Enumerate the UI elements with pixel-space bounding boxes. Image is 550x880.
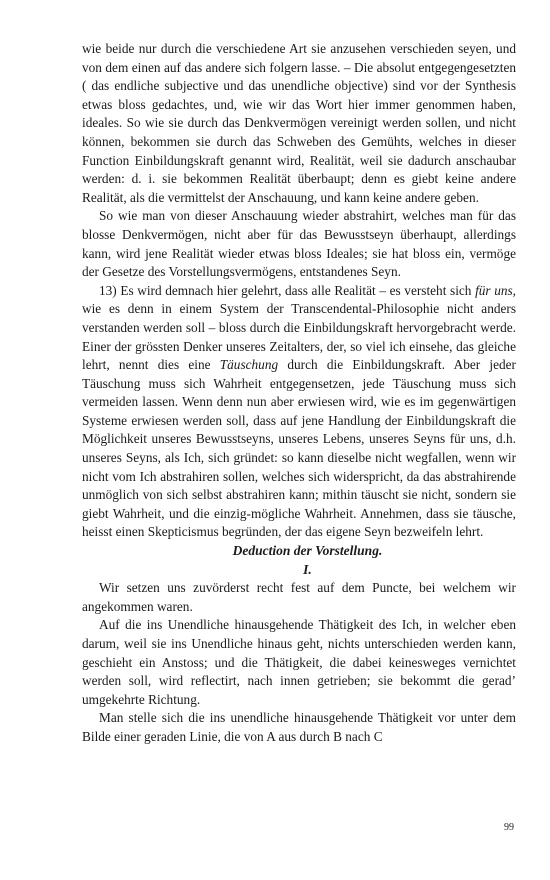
- emphasis-text: für uns,: [475, 282, 516, 298]
- emphasis-text: Täuschung: [219, 357, 279, 373]
- paragraph: wie beide nur durch die verschiedene Art sie anzusehen verschieden seyen, und von dem einen auf das andere sich folgern lasse. – Die absolut entgegengesetzten ( das endliche subjective und das unendliche objective) sind vor der Synthesis etwas bloss gedachtes, und, wie wir das Wort hier immer genommen haben, ideales. So wie sie durch das Denkvermögen vereinigt werden sollen, und nicht können, bekommen sie durch das Schweben des Gemühts, welches in dieser Function Einbildungskraft genannt wird, Realität, weil sie dadurch anschaubar werden: d. i. sie bekommen Realität überbaupt; denn es giebt keine andere Realität, als die vermittelst der Anschauung, und kann keine andere geben.: [82, 41, 516, 205]
- body-text: [82, 40, 516, 747]
- paragraph: Man stelle sich die ins unendliche hinausgehende Thätigkeit vor unter dem Bilde einer geraden Linie, die von A aus durch B nach C: [82, 710, 516, 744]
- section-heading: Deduction der Vorstellung.: [232, 543, 383, 559]
- section-numeral: I.: [303, 561, 312, 577]
- paragraph: Wir setzen uns zuvörderst recht fest auf dem Puncte, bei welchem wir angekommen waren.: [82, 580, 516, 614]
- paragraph: Auf die ins Unendliche hinausgehende Thätigkeit des Ich, in welcher eben darum, weil sie ins Unendliche hinaus geht, nichts unterschieden werden kann, geschieht ein Anstoss; und die Thätigkeit, die dabei keinesweges vernichtet werden soll, wird reflectirt, nach innen getrieben; sie bekommt die gerad’ umgekehrte Richtung.: [82, 617, 516, 707]
- paragraph-text: durch die Einbildungskraft. Aber jeder Täuschung muss sich Wahrheit entgegensetzen, jede Täuschung muss sich vermeiden lassen. Wenn denn nun aber erwiesen wird, wie es im gegenwärtigen Systeme erwiesen werden soll, dass auf jene Handlung der Einbildungskraft die Möglichkeit unseres Bewusstseyns, unseres Lebens, unseres Seyns für uns, d.h. unseres Seyns, als Ich, sich gründet: so kann dieselbe nicht wegfallen, wenn wir nicht vom Ich abstrahiren sollen, welches sich widerspricht, da das abstrahirende unmöglich von sich selbst abstrahiren kann; mithin täuscht sie nicht, sondern sie giebt Wahrheit, und die einzig-mögliche Wahrheit. Annehmen, dass sie täusche, heisst einen Skepticismus begründen, der das eigene Seyn bezweifeln lehrt.: [82, 357, 516, 540]
- paragraph-text: wie es denn in einem System der Transcendental-Philosophie nicht anders verstanden werden soll – bloss durch die Einbildungskraft hervorgebracht werde. Einer der grössten Denker unseres Zeitalters, der, so viel ich einsehe, das gleiche lehrt, nennt dies eine: [82, 301, 516, 373]
- paragraph: So wie man von dieser Anschauung wieder abstrahirt, welches man für das blosse Denkvermögen, nicht aber für das Bewusstseyn überhaupt, allerdings kann, wird jene Realität wieder etwas bloss Ideales; sie hat bloss ein, vermöge der Gesetze des Vorstellungsvermögens, entstandenes Seyn.: [82, 208, 516, 280]
- page-number: 99: [504, 822, 514, 833]
- paragraph-13: [82, 282, 516, 542]
- paragraph-text: 13) Es wird demnach hier gelehrt, dass alle Realität – es versteht sich: [99, 282, 476, 298]
